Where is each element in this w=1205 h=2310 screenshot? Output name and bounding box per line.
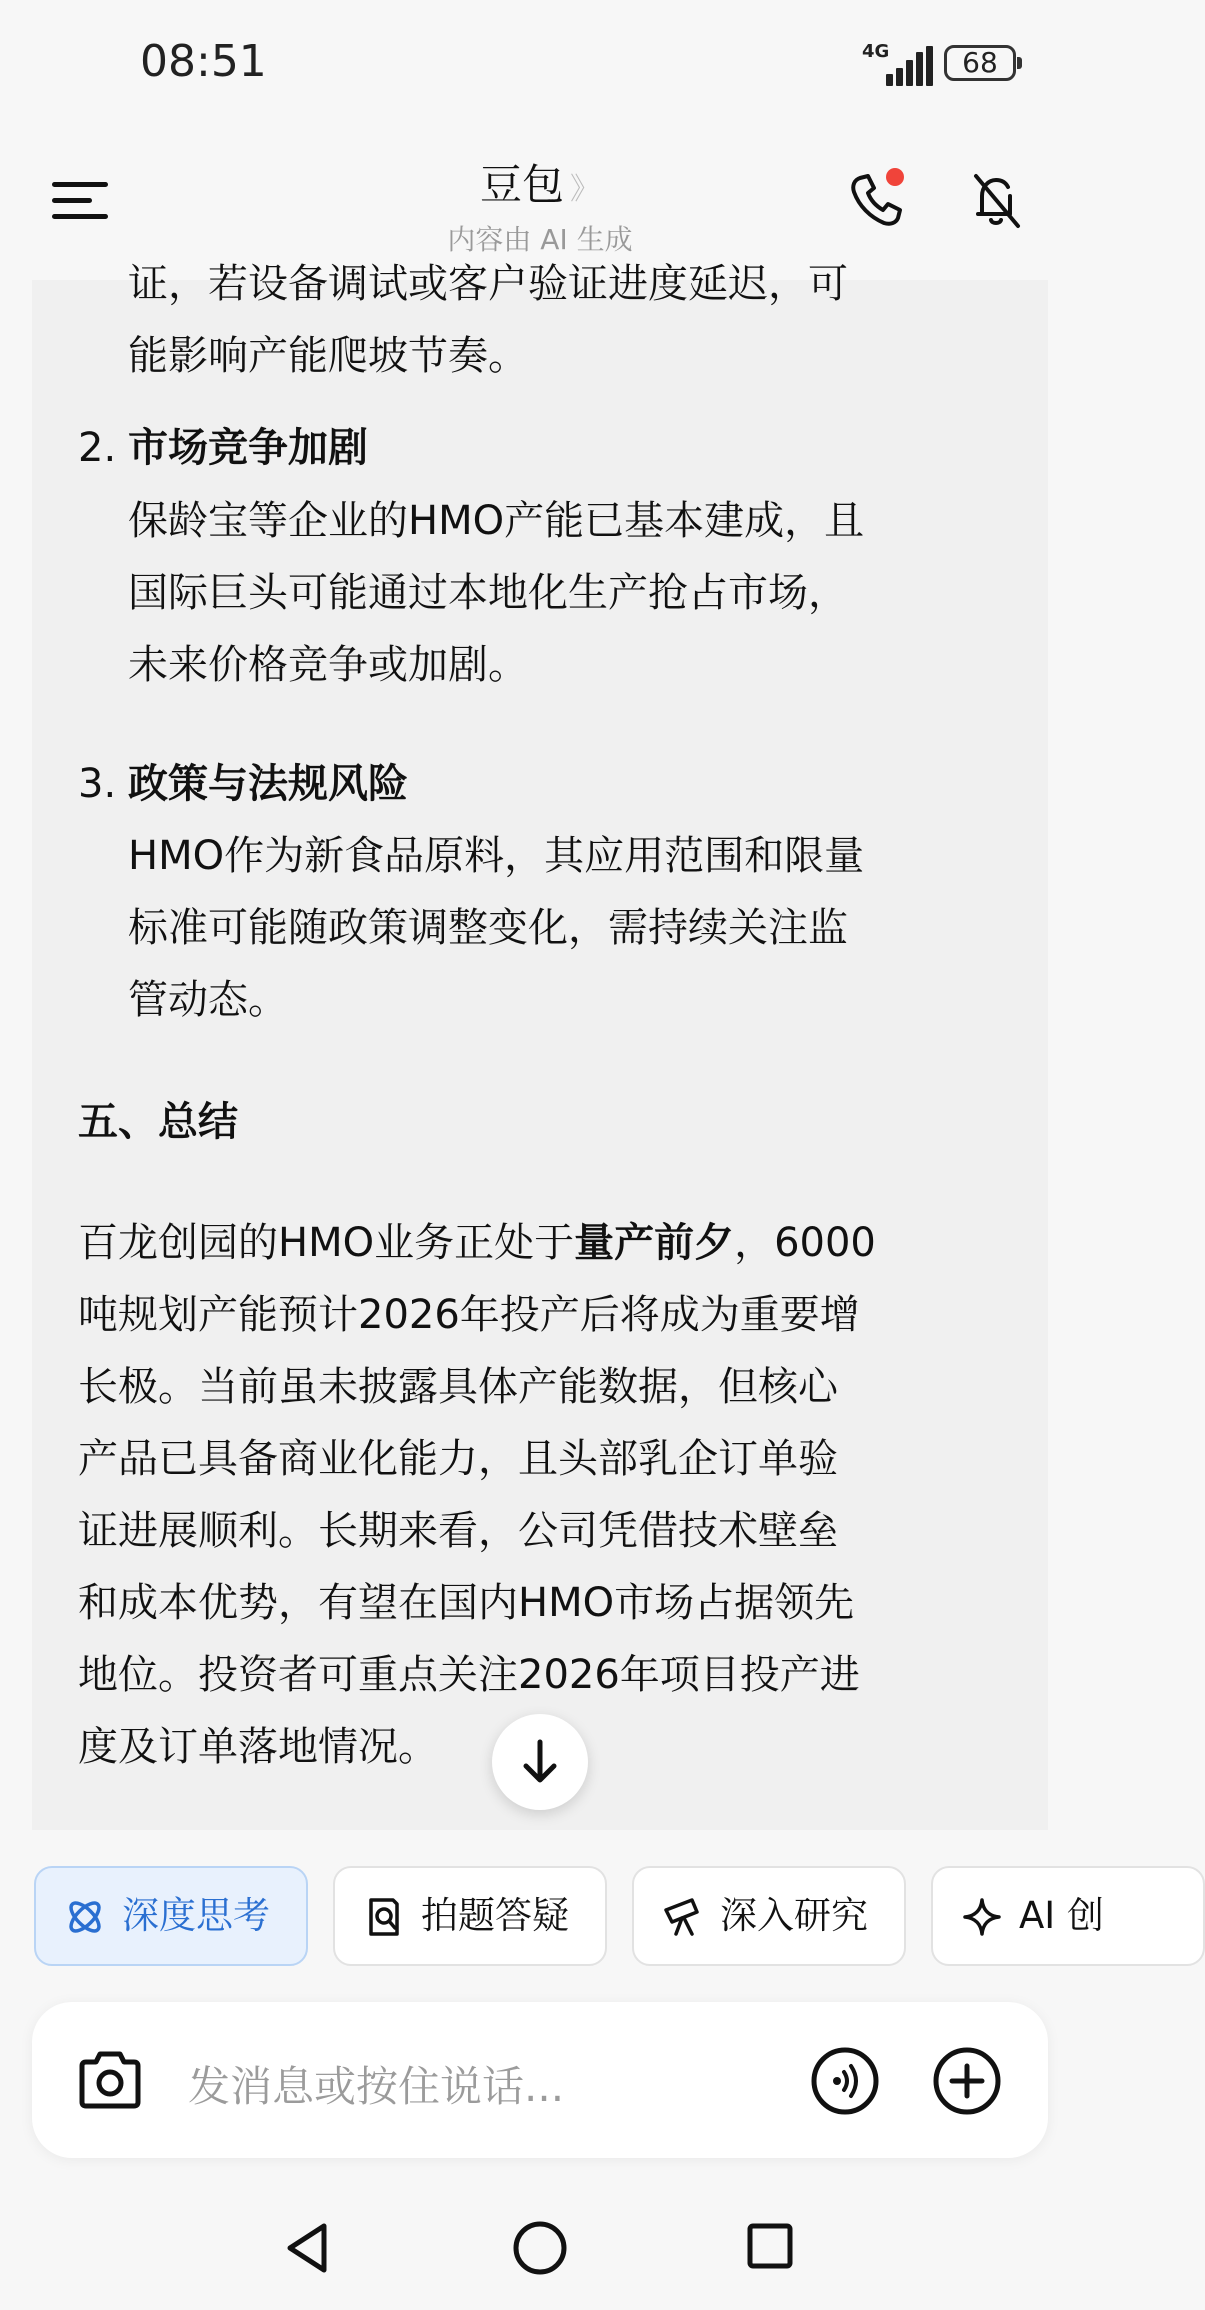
quick-action-chips xyxy=(0,1866,1104,1972)
list-number: 3. xyxy=(78,761,117,807)
plus-icon[interactable] xyxy=(932,2046,1002,2116)
camera-icon[interactable] xyxy=(76,2046,144,2114)
text-line: 和成本优势，有望在国内HMO市场占据领先 xyxy=(78,1580,855,1626)
text-line: 度及订单落地情况。 xyxy=(78,1724,438,1770)
atom-icon xyxy=(64,1896,106,1938)
text-line: 标准可能随政策调整变化，需持续关注监 xyxy=(128,905,848,951)
text-line: 吨规划产能预计2026年投产后将成为重要增 xyxy=(78,1292,860,1338)
signal-icon xyxy=(862,42,932,88)
message-input-bar xyxy=(32,2002,1048,2158)
chevron-right-icon: 》 xyxy=(570,172,600,207)
chip-deep-thinking[interactable]: 深度思考 xyxy=(34,1866,308,1966)
voice-call-icon[interactable] xyxy=(810,2046,880,2116)
chat-title-area[interactable] xyxy=(0,152,1080,258)
photo-question-icon xyxy=(363,1896,405,1938)
battery-level: 68 xyxy=(962,46,998,79)
highlight-text: 量产前夕 xyxy=(574,1220,735,1266)
text-line: 产品已具备商业化能力，且头部乳企订单验 xyxy=(78,1436,838,1482)
text-line: 能影响产能爬坡节奏。 xyxy=(128,333,528,379)
battery-icon xyxy=(944,45,1016,81)
scroll-to-bottom-button[interactable] xyxy=(492,1714,588,1810)
system-nav-bar xyxy=(0,2190,1080,2310)
recents-icon[interactable] xyxy=(746,2222,794,2270)
text-line: HMO作为新食品原料，其应用范围和限量 xyxy=(128,833,865,879)
back-icon[interactable] xyxy=(282,2220,332,2276)
list-heading: 政策与法规风险 xyxy=(128,761,408,807)
text-line: 证，若设备调试或客户验证进度延迟，可 xyxy=(128,261,848,307)
chat-title[interactable]: 豆包 》 xyxy=(479,160,600,209)
arrow-down-icon xyxy=(492,1714,588,1810)
status-time: 08:51 xyxy=(140,36,267,87)
message-input[interactable]: 发消息或按住说话... xyxy=(188,2062,565,2111)
text-line: 保龄宝等企业的HMO产能已基本建成，且 xyxy=(128,498,865,544)
text-line: 国际巨头可能通过本地化生产抢占市场， xyxy=(128,570,848,616)
chip-deep-research[interactable]: 深入研究 xyxy=(632,1866,906,1966)
section-heading: 五、总结 xyxy=(78,1099,238,1145)
text-line: 证进展顺利。长期来看，公司凭借技术壁垒 xyxy=(78,1508,838,1554)
mute-icon[interactable] xyxy=(966,170,1026,232)
list-number: 2. xyxy=(78,425,117,471)
notification-dot xyxy=(886,168,904,186)
text-line: 未来价格竞争或加剧。 xyxy=(128,642,528,688)
sparkle-icon xyxy=(961,1896,1003,1938)
chip-photo-question[interactable]: 拍题答疑 xyxy=(333,1866,607,1966)
ai-generated-label: 内容由 AI 生成 xyxy=(447,223,633,256)
status-bar xyxy=(0,0,1080,130)
chip-ai-create[interactable]: AI 创 xyxy=(931,1866,1205,1966)
message-card xyxy=(32,261,1048,1830)
home-icon[interactable] xyxy=(512,2220,568,2276)
network-type: 4G xyxy=(862,41,890,62)
text-line: 百龙创园的HMO业务正处于量产前夕，6000 xyxy=(78,1220,876,1266)
text-line: 地位。投资者可重点关注2026年项目投产进 xyxy=(78,1652,860,1698)
list-heading: 市场竞争加剧 xyxy=(128,425,368,471)
text-line: 管动态。 xyxy=(128,977,288,1023)
telescope-icon xyxy=(662,1896,704,1938)
text-line: 长极。当前虽未披露具体产能数据，但核心 xyxy=(78,1364,838,1410)
